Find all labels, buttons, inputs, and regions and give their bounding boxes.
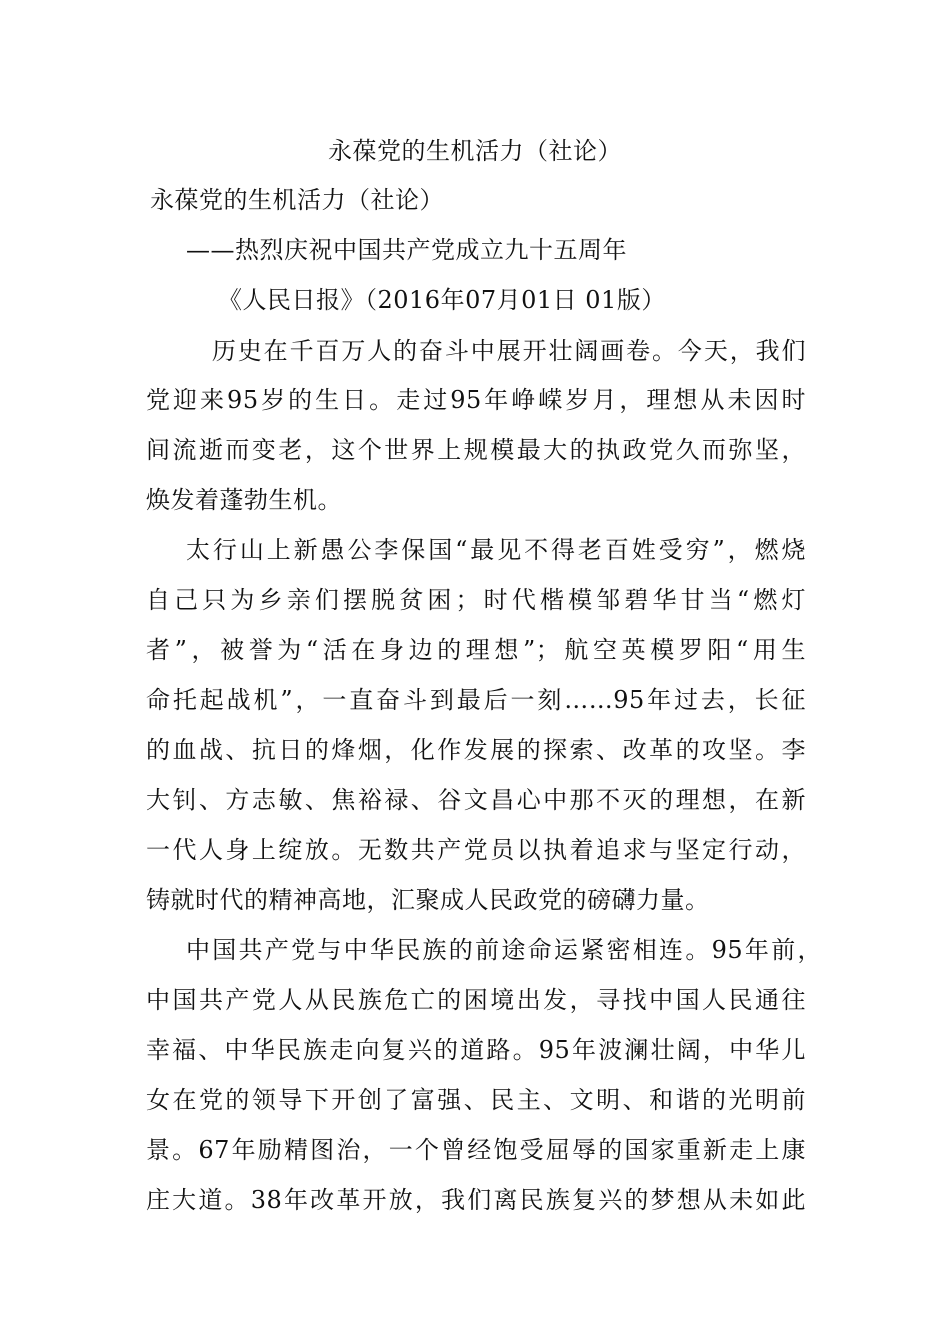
subtitle: ——热烈庆祝中国共产党成立九十五周年: [186, 236, 627, 264]
paragraph-line: 历史在千百万人的奋斗中展开壮阔画卷。今天，我们: [186, 337, 806, 365]
paragraph-line: 大钊、方志敏、焦裕禄、谷文昌心中那不灭的理想，在新: [146, 786, 806, 814]
paragraph-line: 中国共产党与中华民族的前途命运紧密相连。95年前，: [186, 936, 822, 964]
paragraph-line: 焕发着蓬勃生机。: [146, 486, 342, 514]
source-line: 《人民日报》（2016年07月01日 01版）: [218, 286, 666, 314]
paragraph-line: 一代人身上绽放。无数共产党员以执着追求与坚定行动，: [146, 836, 806, 864]
paragraph-line: 命托起战机”，一直奋斗到最后一刻……95年过去，长征: [146, 686, 806, 714]
paragraph-line: 中国共产党人从民族危亡的困境出发，寻找中国人民通往: [146, 986, 806, 1014]
paragraph-line: 庄大道。38年改革开放，我们离民族复兴的梦想从未如此: [146, 1186, 806, 1214]
page-title-centered: 永葆党的生机活力（社论）: [328, 137, 622, 165]
page-title: 永葆党的生机活力（社论）: [150, 186, 444, 214]
paragraph-line: 太行山上新愚公李保国“最见不得老百姓受穷”，燃烧: [186, 536, 806, 564]
paragraph-line: 的血战、抗日的烽烟，化作发展的探索、改革的攻坚。李: [146, 736, 806, 764]
paragraph-line: 自己只为乡亲们摆脱贫困；时代楷模邹碧华甘当“燃灯: [146, 586, 806, 614]
paragraph-line: 幸福、中华民族走向复兴的道路。95年波澜壮阔，中华儿: [146, 1036, 806, 1064]
paragraph-line: 女在党的领导下开创了富强、民主、文明、和谐的光明前: [146, 1086, 806, 1114]
paragraph-line: 景。67年励精图治，一个曾经饱受屈辱的国家重新走上康: [146, 1136, 806, 1164]
paragraph-line: 者”，被誉为“活在身边的理想”；航空英模罗阳“用生: [146, 636, 806, 664]
paragraph-line: 党迎来95岁的生日。走过95年峥嵘岁月，理想从未因时: [146, 386, 806, 414]
paragraph-line: 铸就时代的精神高地，汇聚成人民政党的磅礴力量。: [146, 886, 710, 914]
paragraph-line: 间流逝而变老，这个世界上规模最大的执政党久而弥坚，: [146, 436, 806, 464]
